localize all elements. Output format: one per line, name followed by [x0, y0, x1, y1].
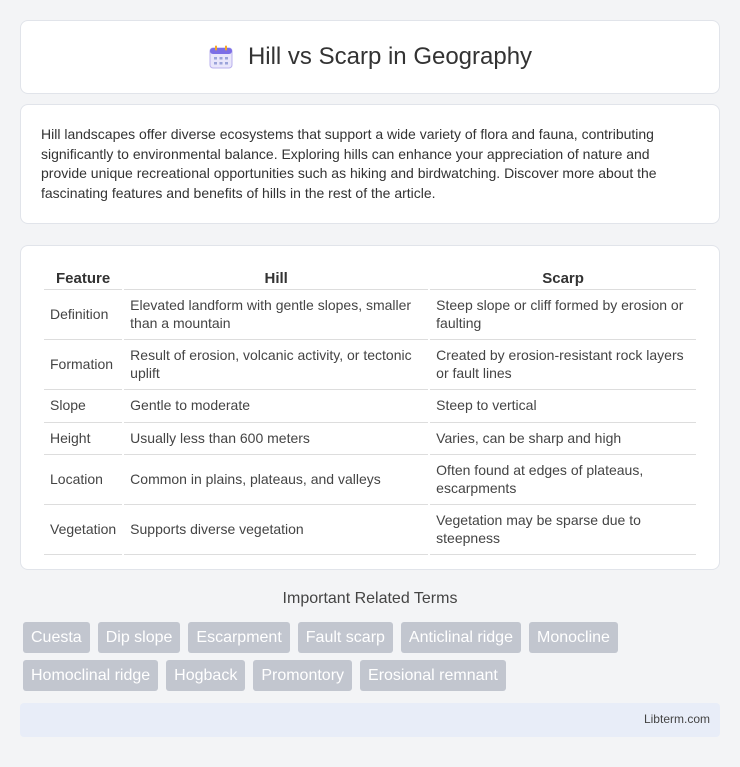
table-cell-hill: Result of erosion, volcanic activity, or tectonic uplift	[124, 340, 428, 390]
comparison-table	[42, 266, 698, 555]
table-row	[44, 390, 696, 423]
page-title: Hill vs Scarp in Geography	[247, 43, 533, 70]
table-header-row	[44, 266, 696, 290]
table-cell-feature: Formation	[44, 340, 122, 390]
column-header-hill: Hill	[124, 266, 428, 290]
footer	[20, 703, 720, 737]
table-cell-feature: Definition	[44, 290, 122, 340]
column-header-feature: Feature	[44, 266, 122, 290]
table-cell-hill: Supports diverse vegetation	[124, 505, 428, 555]
related-term-tag[interactable]: Fault scarp	[298, 622, 393, 653]
related-term-tag[interactable]: Monocline	[529, 622, 618, 653]
table-cell-hill: Common in plains, plateaus, and valleys	[124, 455, 428, 505]
related-terms-title: Important Related Terms	[282, 590, 458, 607]
table-row	[44, 290, 696, 340]
table-row	[44, 340, 696, 390]
table-cell-hill: Gentle to moderate	[124, 390, 428, 423]
comparison-card	[20, 245, 720, 570]
related-term-tag[interactable]: Erosional remnant	[360, 660, 506, 691]
related-term-tag[interactable]: Anticlinal ridge	[401, 622, 521, 653]
table-cell-scarp: Steep slope or cliff formed by erosion or faulting	[430, 290, 696, 340]
intro-text: Hill landscapes offer diverse ecosystems that support a wide variety of flora and fauna, contributing significantly to environmental balance. Exploring hills can enhance your appreciation of nature and provide unique recreational opportunities such as hiking and birdwatching. Discover more about the fascinating features and benefits of hills in the rest of the article.	[41, 126, 657, 201]
table-cell-hill: Elevated landform with gentle slopes, smaller than a mountain	[124, 290, 428, 340]
table-cell-scarp: Often found at edges of plateaus, escarpments	[430, 455, 696, 505]
footer-site-link[interactable]: Libterm.com	[643, 712, 710, 726]
table-row	[44, 423, 696, 456]
related-term-tag[interactable]: Hogback	[166, 660, 245, 691]
table-row	[44, 505, 696, 555]
table-cell-scarp: Varies, can be sharp and high	[430, 423, 696, 456]
table-row	[44, 455, 696, 505]
related-term-tag[interactable]: Escarpment	[188, 622, 289, 653]
table-cell-feature: Vegetation	[44, 505, 122, 555]
calendar-icon	[208, 44, 234, 70]
column-header-scarp: Scarp	[430, 266, 696, 290]
header-card	[20, 20, 720, 94]
intro-card	[20, 104, 720, 224]
table-cell-feature: Height	[44, 423, 122, 456]
table-cell-scarp: Created by erosion-resistant rock layers or fault lines	[430, 340, 696, 390]
related-term-tag[interactable]: Promontory	[253, 660, 352, 691]
table-cell-feature: Location	[44, 455, 122, 505]
related-terms-list	[23, 622, 623, 691]
table-cell-feature: Slope	[44, 390, 122, 423]
table-cell-scarp: Vegetation may be sparse due to steepness	[430, 505, 696, 555]
related-term-tag[interactable]: Dip slope	[98, 622, 181, 653]
table-cell-scarp: Steep to vertical	[430, 390, 696, 423]
related-term-tag[interactable]: Homoclinal ridge	[23, 660, 158, 691]
related-term-tag[interactable]: Cuesta	[23, 622, 90, 653]
table-cell-hill: Usually less than 600 meters	[124, 423, 428, 456]
